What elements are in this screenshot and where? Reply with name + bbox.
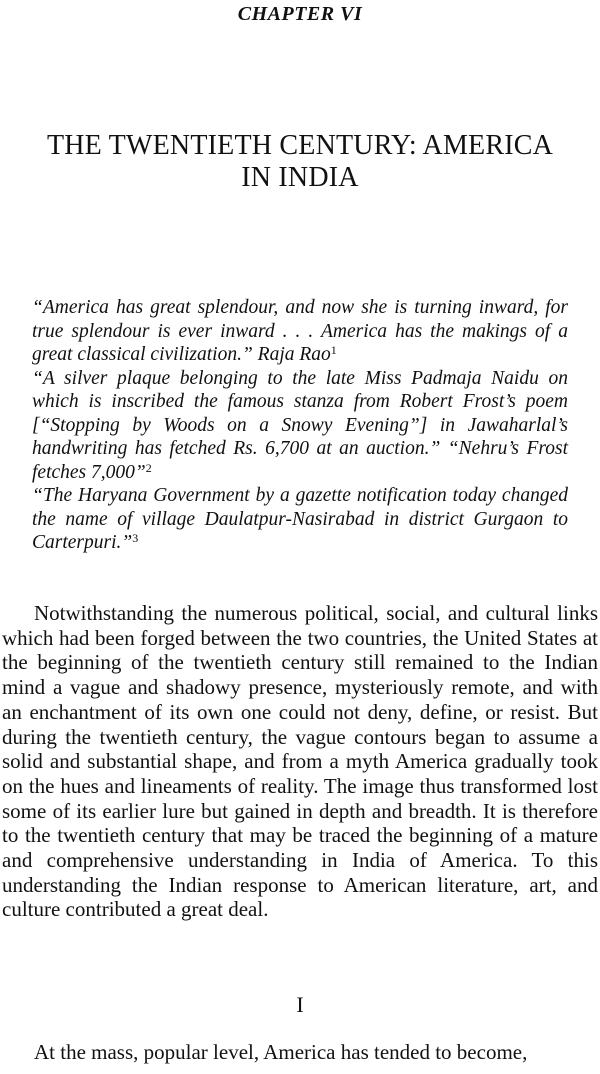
epigraph-text: “A silver plaque belonging to the late Miss Padmaja Naidu on which is inscribed the famous stanza from Robert Frost’s poem [“Stopping by Woods on a Snowy Evening”] in Jawaharlal’s handwriting has fetched Rs. 6,700 at an auction.” “Nehru’s Frost fetches 7,000” (32, 367, 568, 483)
body-paragraph-2: At the mass, popular level, America has tended to become, (34, 1040, 528, 1064)
epigraph-carterpuri (32, 484, 568, 555)
epigraph-text: “America has great splendour, and now she is turning inward, for true splendour is ever inward . . . America has the makings of a great classical civilization.” Raja Rao (32, 297, 568, 365)
footnote-marker: 2 (145, 460, 152, 475)
epigraph-raja-rao (32, 296, 568, 367)
chapter-label: CHAPTER VI (237, 3, 363, 25)
footnote-marker: 1 (330, 343, 337, 357)
chapter-title-line-2: IN INDIA (241, 162, 359, 193)
body-paragraph-1: Notwithstanding the numerous political, social, and cultural links which had been forged between the two countries, the United States at the beginning of the twentieth century still remained to the Indian mind a vague and shadowy presence, mysteriously remote, and with an enchantment of its own one could not deny, define, or resist. But during the twentieth century, the vague contours began to assume a solid and substantial shape, and from a myth America gradually took on the hues and lineaments of reality. The image thus transformed lost some of its earlier lure but gained in depth and breadth. It is therefore to the twentieth century that may be traced the beginning of a mature and comprehensive understanding in India of America. To this understanding the Indian response to American literature, art, and culture contributed a great deal. (2, 601, 598, 922)
chapter-title-line-1: THE TWENTIETH CENTURY: AMERICA (46, 130, 554, 161)
footnote-marker: 3 (132, 531, 139, 545)
epigraph-text: “The Haryana Government by a gazette notification today changed the name of village Daulatpur-Nasirabad in district Gurgaon to Carterpuri.” (32, 485, 568, 553)
chapter-title (20, 130, 580, 194)
section-numeral: I (296, 992, 304, 1017)
epigraphs (32, 296, 568, 555)
epigraph-nehru-frost (32, 367, 568, 485)
